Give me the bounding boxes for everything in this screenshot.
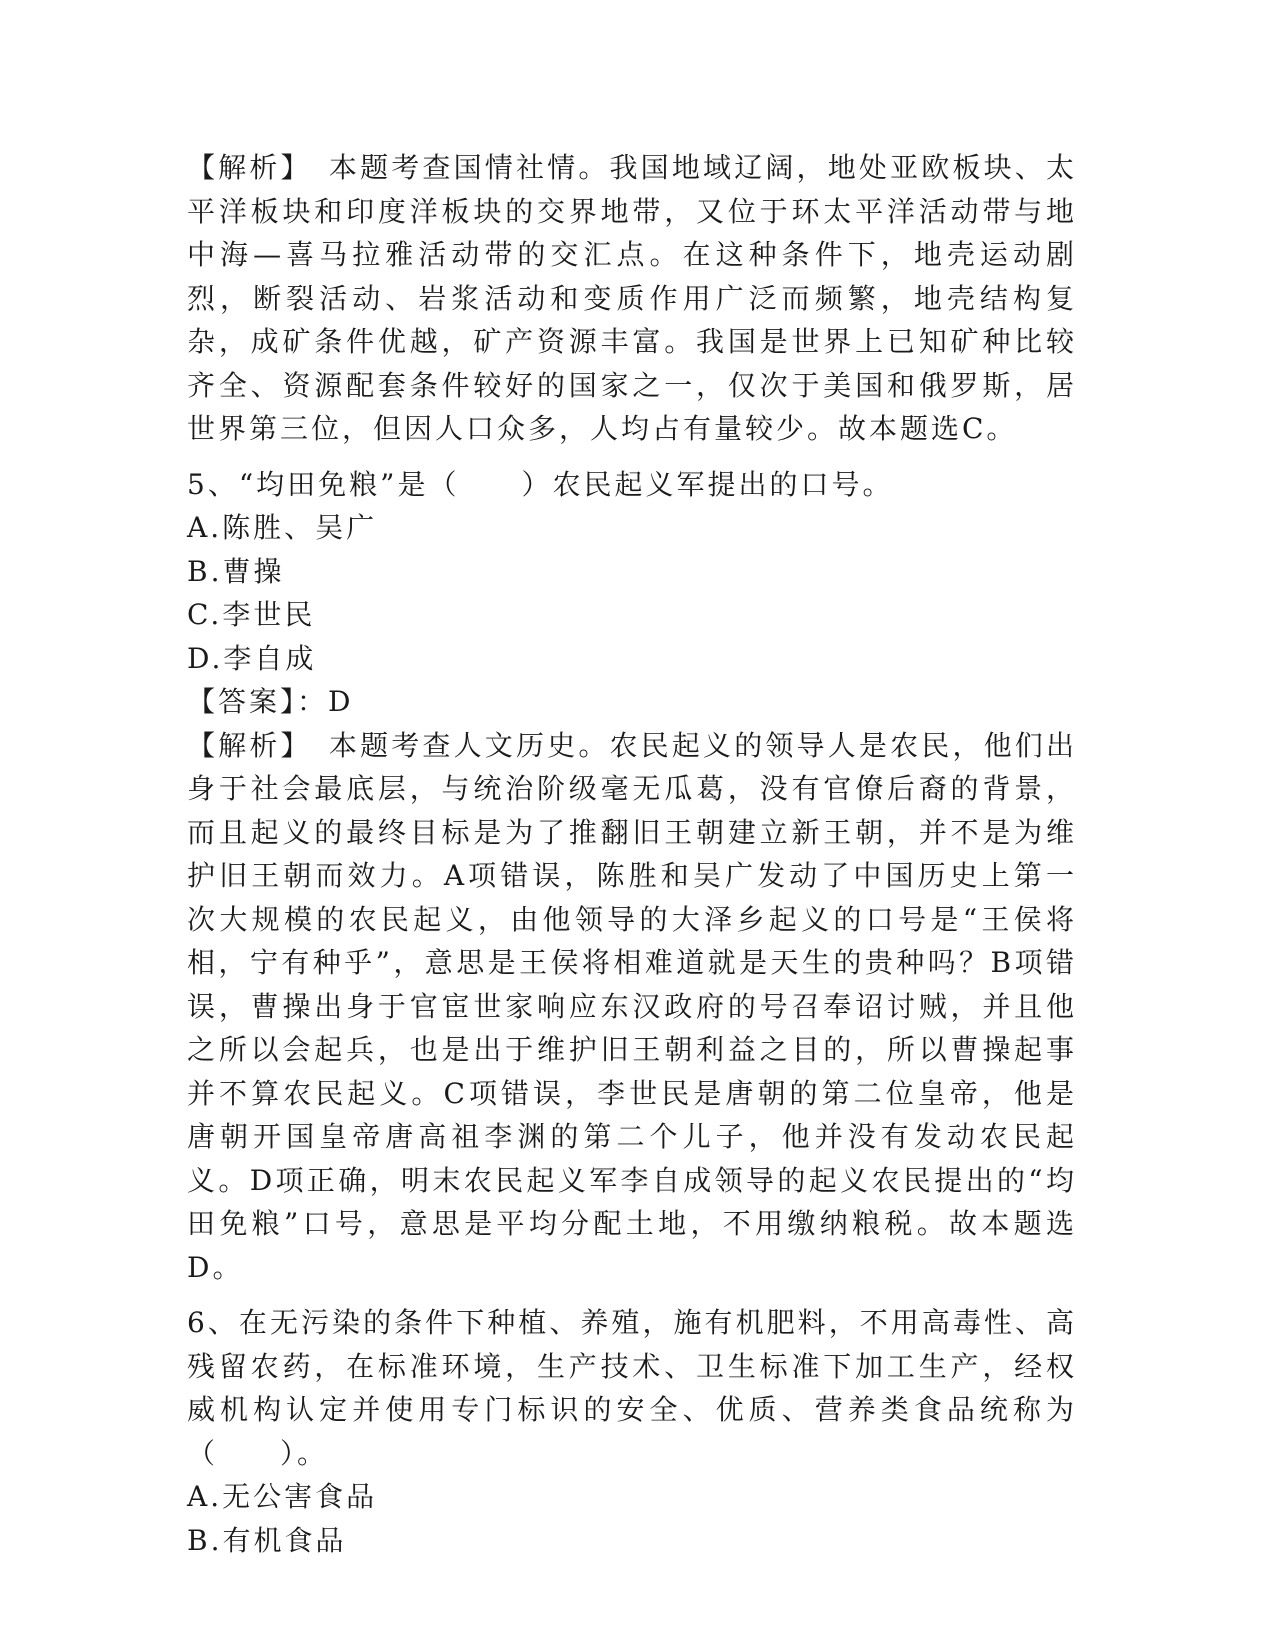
q5-analysis [187,724,1077,1290]
q4-analysis [187,146,1077,451]
q5-answer [187,680,1077,724]
answer-value: ：D [297,685,354,718]
q6-question: 6、在无污染的条件下种植、养殖，施有机肥料，不用高毒性、高残留农药，在标准环境，生产技术、卫生标准下加工生产，经权威机构认定并使用专门标识的安全、优质、营养类食品统称为（ ）。 [187,1306,1077,1470]
document-page [187,146,1077,1562]
q5-option-a: A.陈胜、吴广 [187,511,378,544]
analysis-label: 【解析】 [187,151,298,184]
answer-label: 【答案】 [187,685,298,718]
analysis-text: 本题考查国情社情。我国地域辽阔，地处亚欧板块、太平洋板块和印度洋板块的交界地带，又位于环太平洋活动带与地中海—喜马拉雅活动带的交汇点。在这种条件下，地壳运动剧烈，断裂活动、岩浆活动和变质作用广泛而频繁，地壳结构复杂，成矿条件优越，矿产资源丰富。我国是世界上已知矿种比较齐全、资源配套条件较好的国家之一，仅次于美国和俄罗斯，居世界第三位，但因人口众多，人均占有量较少。故本题选C。 [187,151,1077,445]
q5-question: 5、“均田免粮”是（ ）农民起义军提出的口号。 [187,467,894,501]
analysis-label: 【解析】 [187,728,298,762]
q5-option-b: B.曹操 [187,554,285,588]
q6-option-b: B.有机食品 [187,1523,347,1557]
q5-option-c: C.李世民 [187,598,316,631]
analysis-text: 本题考查人文历史。农民起义的领导人是农民，他们出身于社会最底层，与统治阶级毫无瓜葛，没有官僚后裔的背景，而且起义的最终目标是为了推翻旧王朝建立新王朝，并不是为维护旧王朝而效力。A项错误，陈胜和吴广发动了中国历史上第一次大规模的农民起义，由他领导的大泽乡起义的口号是“王侯将相，宁有种乎”，意思是王侯将相难道就是天生的贵种吗？B项错误，曹操出身于官宦世家响应东汉政府的号召奉诏讨贼，并且他之所以会起兵，也是出于维护旧王朝利益之目的，所以曹操起事并不算农民起义。C项错误，李世民是唐朝的第二位皇帝，他是唐朝开国皇帝唐高祖李渊的第二个儿子，他并没有发动农民起义。D项正确，明末农民起义军李自成领导的起义农民提出的“均田免粮”口号，意思是平均分配土地，不用缴纳粮税。故本题选D。 [187,728,1077,1284]
q5-option-d: D.李自成 [187,641,317,675]
q6-option-a: A.无公害食品 [187,1480,378,1513]
